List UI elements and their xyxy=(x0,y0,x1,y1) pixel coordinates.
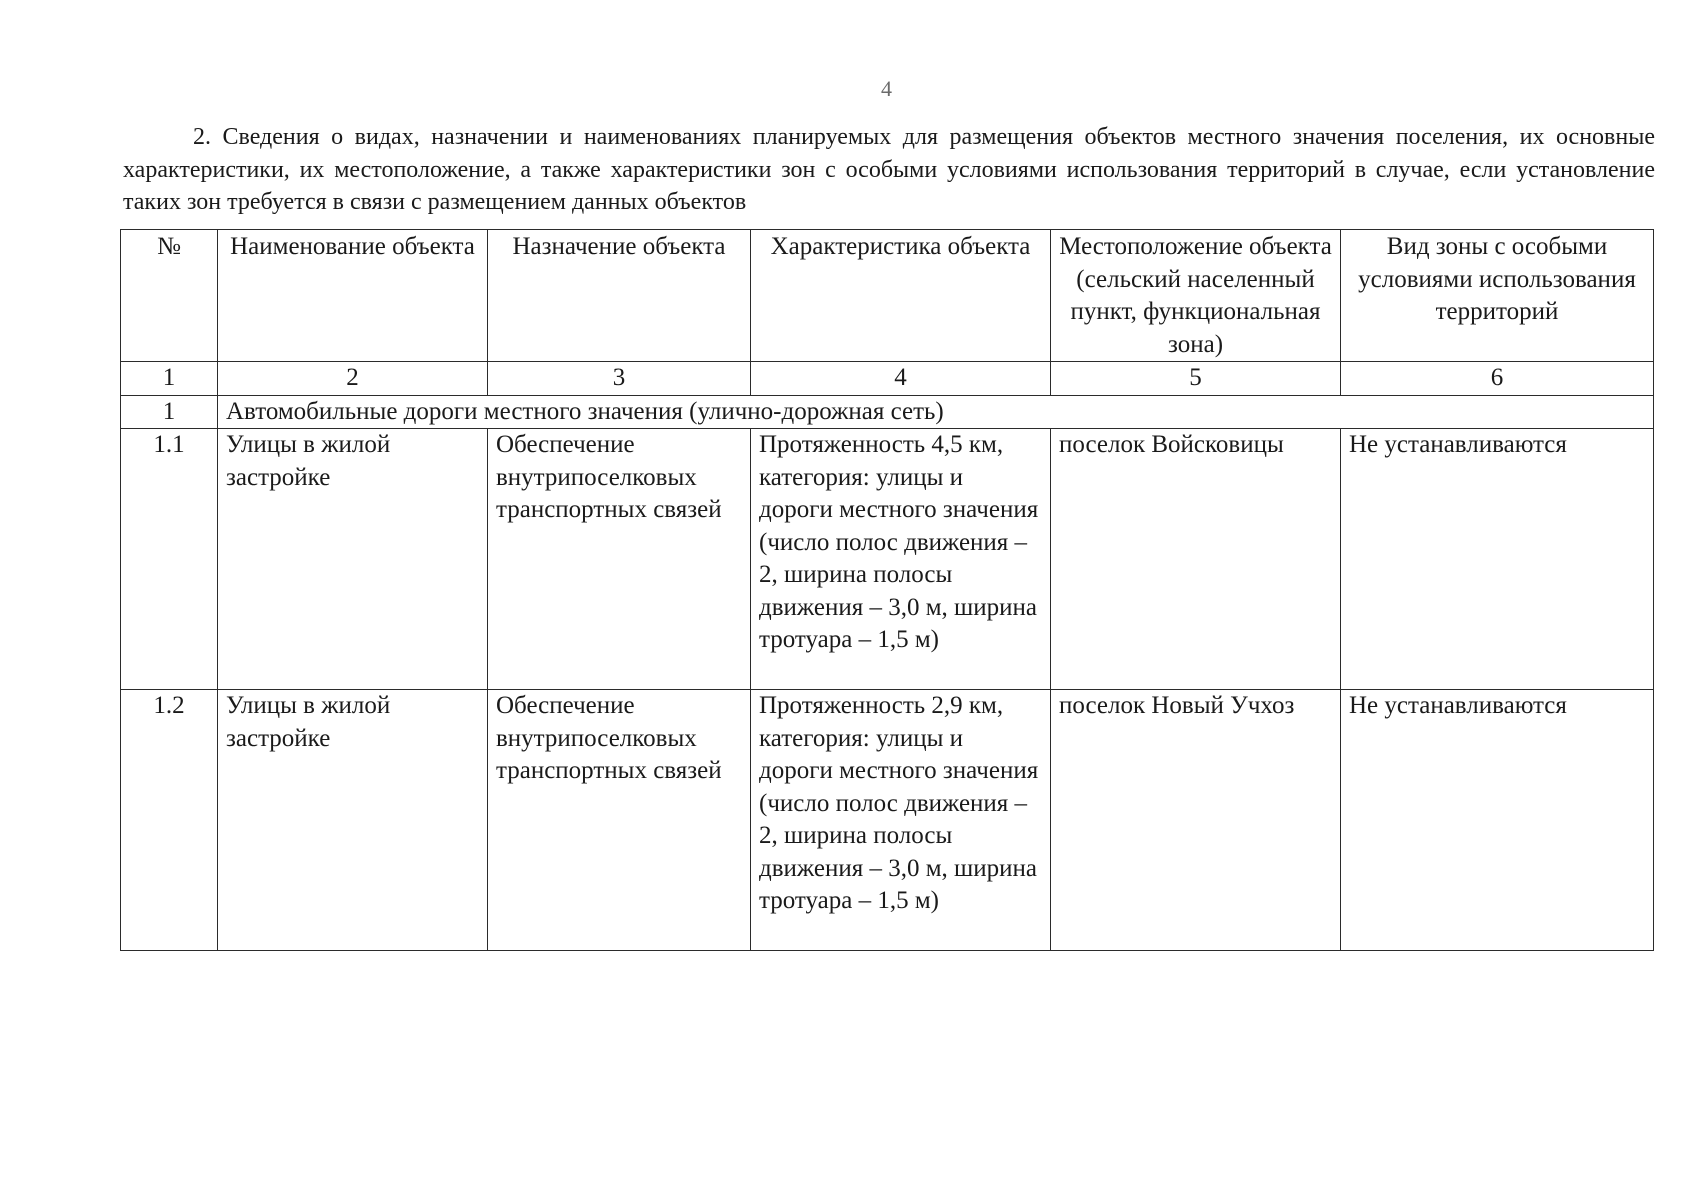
row-object-location: поселок Новый Учхоз xyxy=(1051,690,1341,951)
table-row xyxy=(121,690,1654,951)
objects-table xyxy=(120,229,1654,951)
row-object-purpose: Обеспечение внутрипоселковых транспортных связей xyxy=(488,690,751,951)
section-row xyxy=(121,395,1654,429)
column-number: 2 xyxy=(218,362,488,396)
row-number: 1.2 xyxy=(121,690,218,951)
table-header-row xyxy=(121,230,1654,362)
section-number: 1 xyxy=(121,395,218,429)
table-row xyxy=(121,429,1654,690)
row-zone-type: Не устанавливаются xyxy=(1341,690,1654,951)
row-object-name: Улицы в жилой застройке xyxy=(218,429,488,690)
column-number: 3 xyxy=(488,362,751,396)
row-object-name: Улицы в жилой застройке xyxy=(218,690,488,951)
header-object-purpose: Назначение объекта xyxy=(488,230,751,362)
column-number: 1 xyxy=(121,362,218,396)
column-numbers-row xyxy=(121,362,1654,396)
header-object-name: Наименование объекта xyxy=(218,230,488,362)
section-title: Автомобильные дороги местного значения (улично-дорожная сеть) xyxy=(218,395,1654,429)
row-object-characteristics: Протяженность 2,9 км, категория: улицы и дороги местного значения (число полос движения – 2, ширина полосы движения – 3,0 м, ширина тротуара – 1,5 м) xyxy=(751,690,1051,951)
column-number: 5 xyxy=(1051,362,1341,396)
row-number: 1.1 xyxy=(121,429,218,690)
header-object-characteristics: Характеристика объекта xyxy=(751,230,1051,362)
header-zone-type: Вид зоны с особыми условиями использования территорий xyxy=(1341,230,1654,362)
page-number: 4 xyxy=(881,76,892,101)
row-object-purpose: Обеспечение внутрипоселковых транспортных связей xyxy=(488,429,751,690)
column-number: 4 xyxy=(751,362,1051,396)
row-zone-type: Не устанавливаются xyxy=(1341,429,1654,690)
section-heading: 2. Сведения о видах, назначении и наименованиях планируемых для размещения объектов местного значения поселения, их основные характеристики, их местоположение, а также характеристики зон с особыми условиями использования территорий в случае, если установление таких зон требуется в связи с размещением данных объектов xyxy=(123,124,1655,215)
row-object-location: поселок Войсковицы xyxy=(1051,429,1341,690)
column-number: 6 xyxy=(1341,362,1654,396)
header-number: № xyxy=(121,230,218,362)
row-object-characteristics: Протяженность 4,5 км, категория: улицы и дороги местного значения (число полос движения – 2, ширина полосы движения – 3,0 м, ширина тротуара – 1,5 м) xyxy=(751,429,1051,690)
header-object-location: Местоположение объекта (сельский населенный пункт, функциональная зона) xyxy=(1051,230,1341,362)
